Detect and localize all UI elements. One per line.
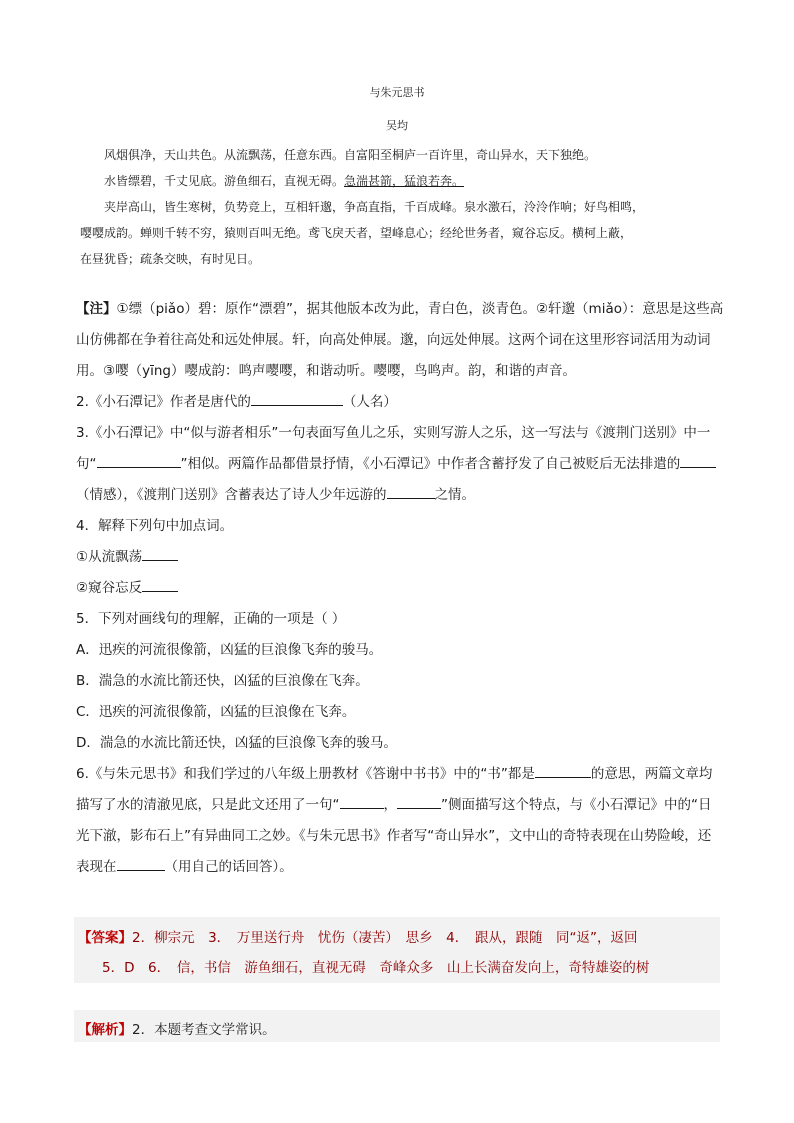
answer-blank[interactable] <box>117 856 165 871</box>
answer-blank[interactable] <box>142 546 178 561</box>
question-4-item-2 <box>76 573 724 604</box>
answer-blank[interactable] <box>251 391 343 406</box>
question-body <box>76 294 724 883</box>
option-c[interactable]: C．迅疾的河流很像箭，凶猛的巨浪像在飞奔。 <box>76 704 356 720</box>
question-6 <box>76 759 724 883</box>
answer-blank[interactable] <box>97 453 181 468</box>
analysis-text: 2．本题考查文学常识。 <box>132 1022 276 1038</box>
question-3-text: 3.《小石潭记》中“似与游者相乐”一句表面写鱼儿之乐，实则写游人之乐，这一写法与《渡荆门送别》中一句“ <box>76 425 711 472</box>
passage-paragraph-2 <box>80 168 720 194</box>
analysis-line <box>78 1018 276 1038</box>
option-d[interactable]: D．湍急的水流比箭还快，凶猛的巨浪像飞奔的骏马。 <box>76 735 397 751</box>
passage-paragraph-3-line-1: 夹岸高山，皆生寒树，负势竞上，互相轩邈，争高直指，千百成峰。泉水激石，泠泠作响；好鸟相鸣， <box>104 200 645 214</box>
question-6-text-2: 的意思，两篇文章均描写了水的清澈见底，只是此文还用了一句“ <box>76 766 713 813</box>
question-3 <box>76 418 724 511</box>
answer-blank[interactable] <box>142 577 178 592</box>
answer-line-1 <box>78 926 638 946</box>
question-5: 5．下列对画线句的理解，正确的一项是（ ） <box>76 611 346 627</box>
passage-paragraph-2-text: 水皆缥碧，千丈见底。游鱼细石，直视无碍。 <box>104 174 345 188</box>
question-4-item-2-text: ②窥谷忘反 <box>76 580 143 596</box>
note-paragraph <box>76 294 724 387</box>
passage-paragraph-3-line-2: 嘤嘤成韵。蝉则千转不穷，猿则百叫无绝。鸢飞戾天者，望峰息心；经纶世务者，窥谷忘反。横柯上蔽， <box>80 226 633 240</box>
passage-title: 与朱元思书 <box>369 86 425 99</box>
question-3-text-4: 之情。 <box>434 487 475 503</box>
question-2 <box>76 387 724 418</box>
question-6-comma: ， <box>383 797 397 813</box>
answer-box <box>74 917 720 983</box>
question-6-text: 6.《与朱元思书》和我们学过的八年级上册教材《答谢中书书》中的“书”都是 <box>76 766 535 782</box>
option-a[interactable]: A．迅疾的河流很像箭，凶猛的巨浪像飞奔的骏马。 <box>76 642 383 658</box>
answer-blank[interactable] <box>535 763 591 778</box>
passage-paragraph-1: 风烟俱净，天山共色。从流飘荡，任意东西。自富阳至桐庐一百许里，奇山异水，天下独绝。 <box>104 148 597 162</box>
question-2-suffix: （人名） <box>342 394 397 410</box>
question-6-text-3: ”侧面描写这个特点，与《小石潭记》中的“日光下澈，影布石上”有异曲同工之妙。《与朱元思书》作者写“奇山异水”，文中山的奇特表现在山势险峻，还表现在 <box>76 797 712 875</box>
answer-line-2: 5．D 6． 信，书信 游鱼细石，直视无碍 奇峰众多 山上长满奋发向上，奇特雄姿的树 <box>102 960 650 976</box>
question-6-text-4: （用自己的话回答）。 <box>164 859 293 875</box>
analysis-label: 【解析】 <box>78 1022 132 1038</box>
answer-blank[interactable] <box>340 794 384 809</box>
analysis-box <box>74 1010 720 1042</box>
question-2-text: 2.《小石潭记》作者是唐代的 <box>76 394 251 410</box>
question-3-text-2: ”相似。两篇作品都借景抒情，《小石潭记》中作者含蓄抒发了自己被贬后无法排遣的 <box>180 456 681 472</box>
question-4: 4．解释下列句中加点词。 <box>76 518 234 534</box>
answer-text-1: 2．柳宗元 3． 万里送行舟 忧伤（凄苦） 思乡 4． 跟从，跟随 同“返”，返回 <box>132 930 638 946</box>
question-4-item-1 <box>76 542 724 573</box>
note-label: 【注】 <box>76 301 117 317</box>
passage-author: 吴均 <box>386 119 408 132</box>
classical-passage <box>80 142 720 272</box>
note-text: ①缥（piǎo）碧：原作“漂碧”，据其他版本改为此，青白色，淡青色。②轩邈（miǎo）：意思是这些高山仿佛都在争着往高处和远处伸展。轩，向高处伸展。邈，向远处伸展。这两个词在这里形容词活用为动词用。③嘤（yīng）嘤成韵：鸣声嘤嘤，和谐动听。嘤嘤，鸟鸣声。韵，和谐的声音。 <box>76 301 724 379</box>
answer-label: 【答案】 <box>78 930 132 946</box>
answer-blank[interactable] <box>397 794 441 809</box>
answer-blank[interactable] <box>387 484 435 499</box>
passage-paragraph-3-line-3: 在昼犹昏；疏条交映，有时见日。 <box>80 252 261 266</box>
underlined-sentence: 急湍甚箭，猛浪若奔。 <box>344 174 465 188</box>
question-4-item-1-text: ①从流飘荡 <box>76 549 143 565</box>
answer-blank[interactable] <box>680 453 716 468</box>
question-3-text-3: （情感），《渡荆门送别》含蓄表达了诗人少年远游的 <box>76 487 387 503</box>
option-b[interactable]: B．湍急的水流比箭还快，凶猛的巨浪像在飞奔。 <box>76 673 369 689</box>
